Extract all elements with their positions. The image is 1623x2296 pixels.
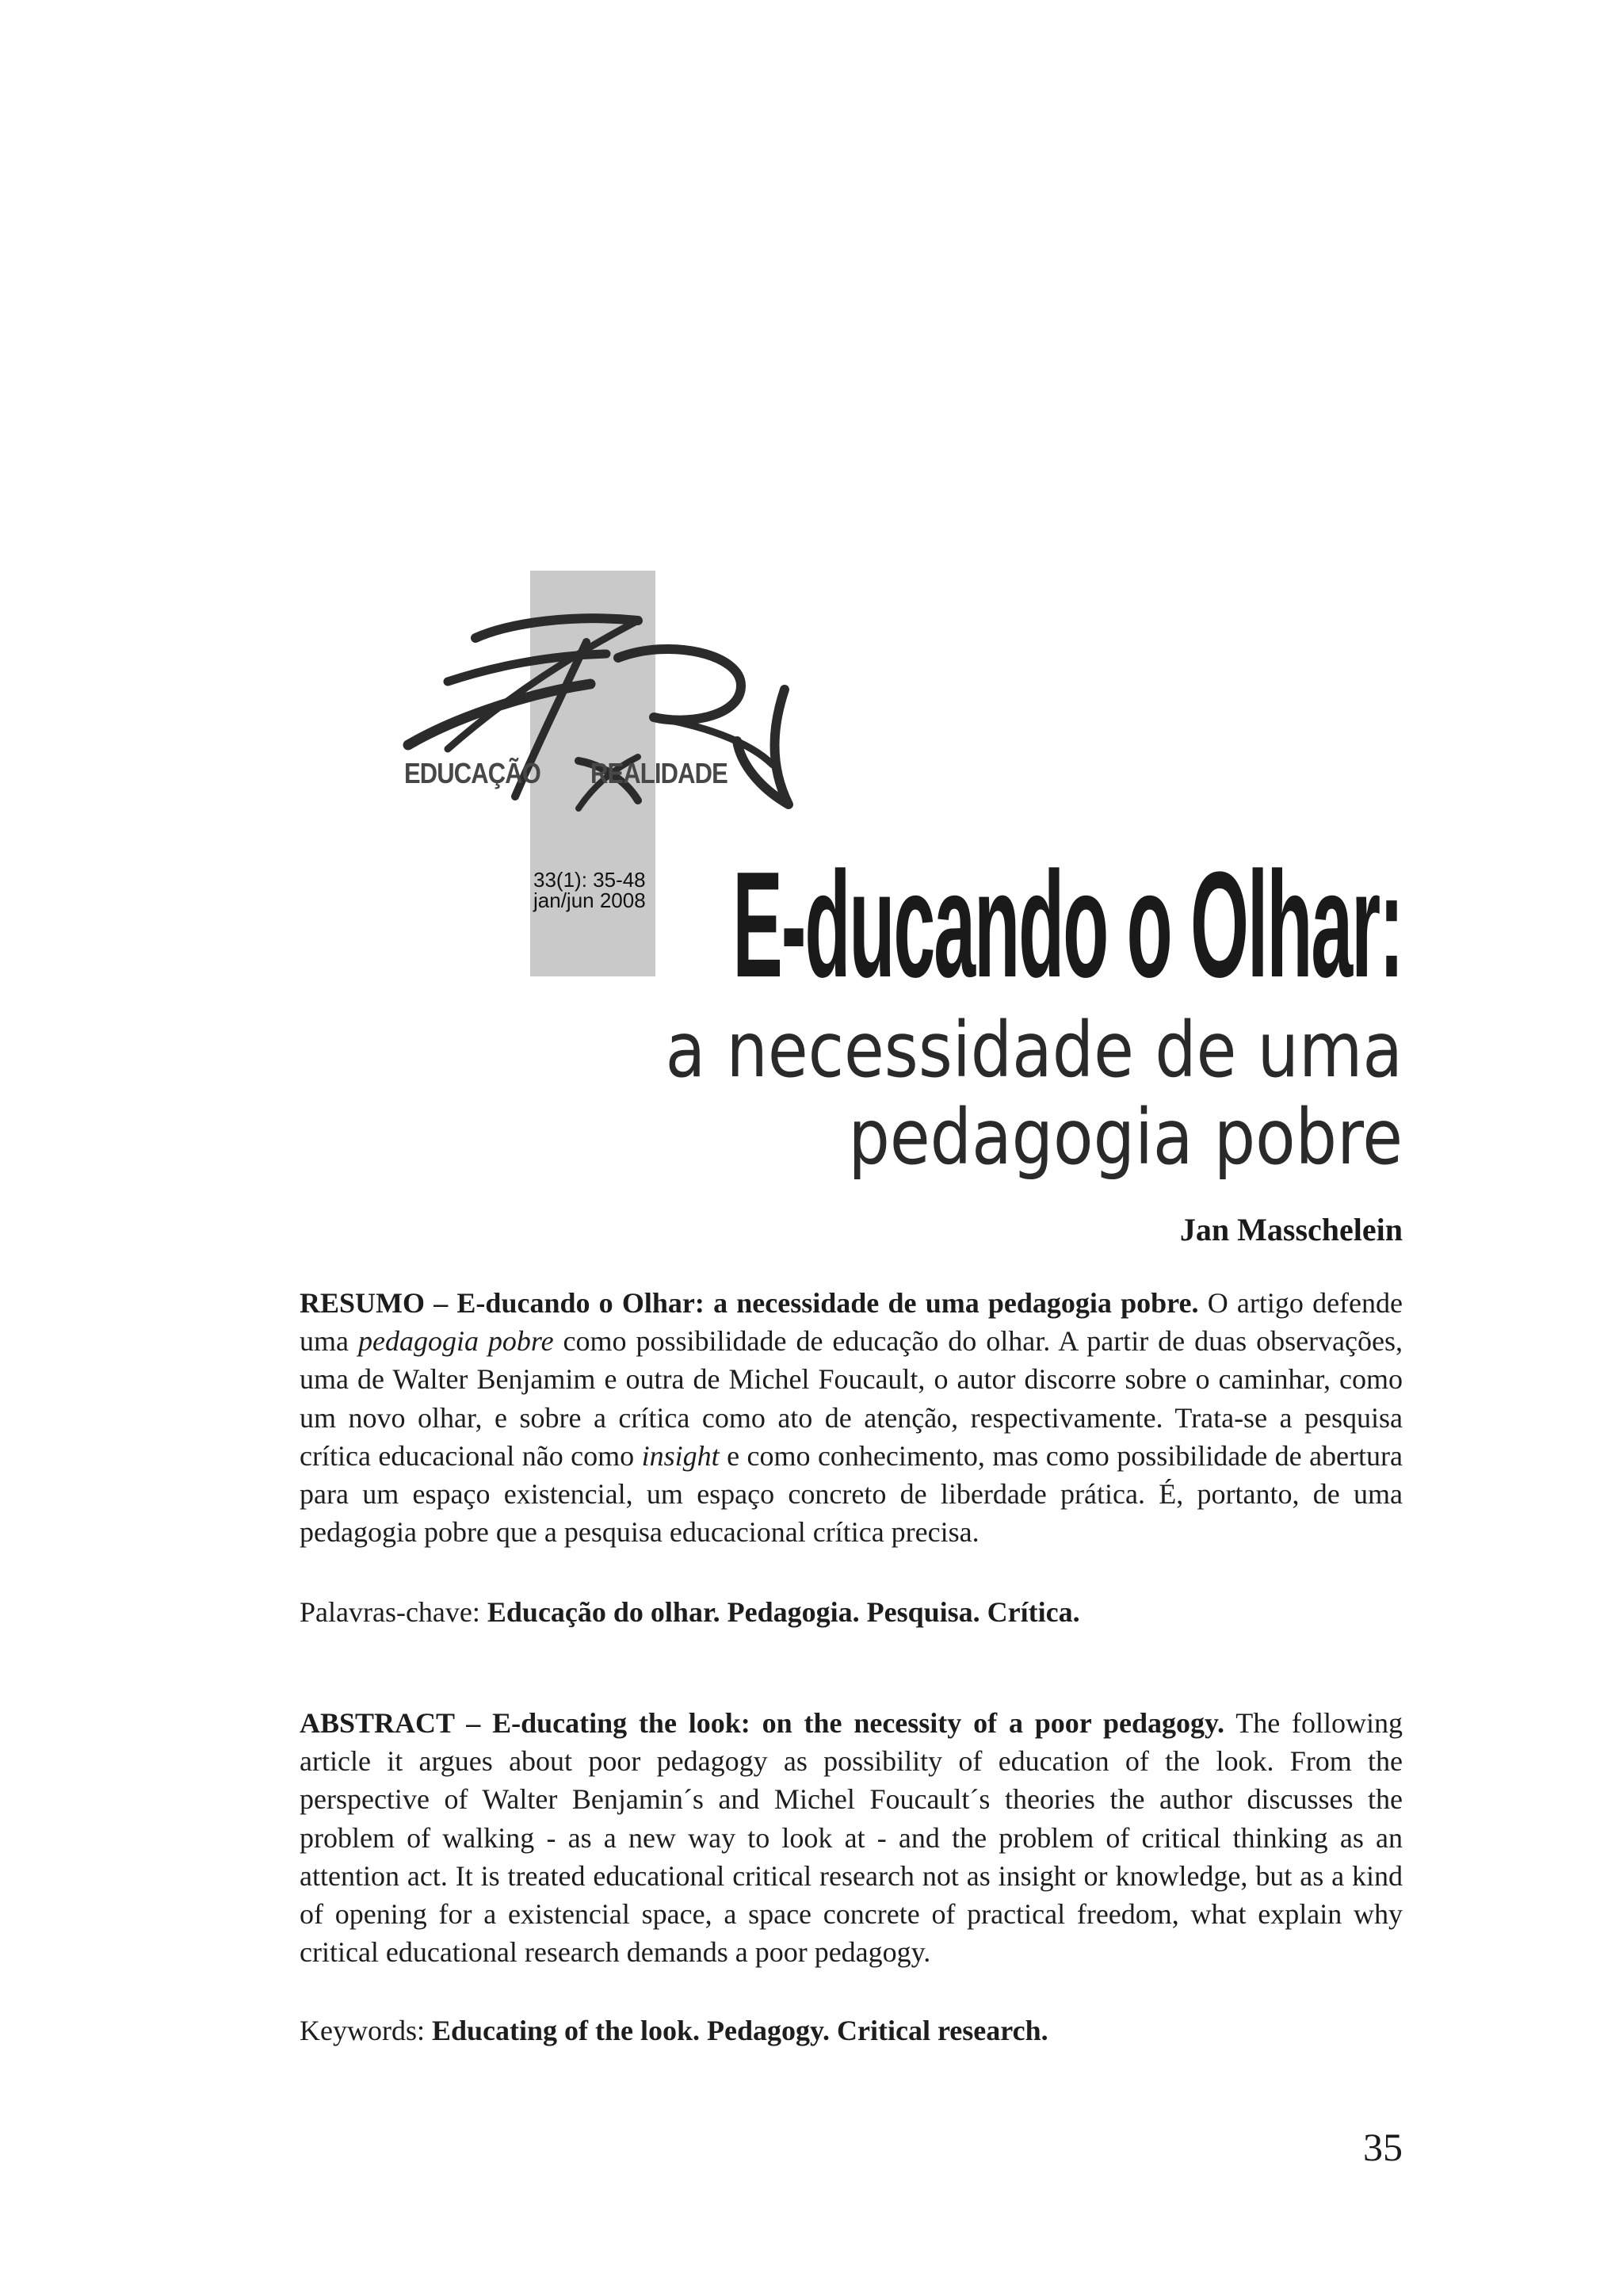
- issue-info: [533, 869, 646, 911]
- article-subtitle: [653, 1007, 1403, 1181]
- keywords-pt-value: Educação do olhar. Pedagogia. Pesquisa. Crítica.: [487, 1596, 1080, 1628]
- keywords-pt: [300, 1593, 1403, 1631]
- abstract-text: The following article it argues about poor pedagogy as possibility of education of the look. From the perspective of Walter Benjamin´s and Michel Foucault´s theories the author discusses the problem of walking - as a new way to look at - and the problem of critical thinking as an attention act. It is treated educational critical research not as insight or knowledge, but as a kind of opening for a existencial space, a space concrete of practical freedom, what explain why critical educational research demands a poor pedagogy.: [300, 1707, 1403, 1969]
- resumo-text-2: como possibilidade de educação do olhar. A partir de duas observações, uma de Walter Benjamim e outra de Michel Foucault, o autor discorre sobre o caminhar, como um novo olhar, e sobre a crítica como ato de atenção, respectivamente. Trata-se a pesquisa crítica educacional não como: [300, 1325, 1403, 1472]
- resumo-text-1: O artigo defende uma: [300, 1287, 1403, 1358]
- resumo-heading: RESUMO – E-ducando o Olhar: a necessidade de uma pedagogia pobre.: [300, 1287, 1199, 1319]
- abstract-paragraph: [300, 1704, 1403, 1971]
- logo-word-realidade: REALIDADE: [590, 757, 727, 789]
- keywords-pt-label: Palavras-chave:: [300, 1596, 487, 1628]
- resumo-italic-2: insight: [641, 1439, 720, 1472]
- article-author: Jan Masschelein: [1179, 1212, 1403, 1247]
- issue-date: jan/jun 2008: [533, 888, 646, 912]
- issue-volume: 33(1): 35-48: [533, 868, 646, 892]
- keywords-en: [300, 2011, 1403, 2050]
- article-title: E-ducando o Olhar:: [732, 841, 1403, 1009]
- resumo-text-3: e como conhecimento, mas como possibilidade de abertura para um espaço existencial, um espaço concreto de liberdade prática. É, portanto, de uma pedagogia pobre que a pesquisa educacional crítica precisa.: [300, 1439, 1403, 1549]
- keywords-en-value: Educating of the look. Pedagogy. Critical research.: [431, 2015, 1048, 2046]
- resumo-paragraph: [300, 1284, 1403, 1551]
- page-number: 35: [1363, 2125, 1403, 2169]
- logo-word-educacao: EDUCAÇÃO: [404, 757, 541, 789]
- resumo-italic-1: pedagogia pobre: [357, 1325, 554, 1358]
- subtitle-line-1: a necessidade de uma: [665, 1006, 1403, 1095]
- keywords-en-label: Keywords:: [300, 2015, 432, 2046]
- abstract-heading: ABSTRACT – E-ducating the look: on the necessity of a poor pedagogy.: [300, 1707, 1225, 1739]
- subtitle-line-2: pedagogia pobre: [848, 1093, 1403, 1182]
